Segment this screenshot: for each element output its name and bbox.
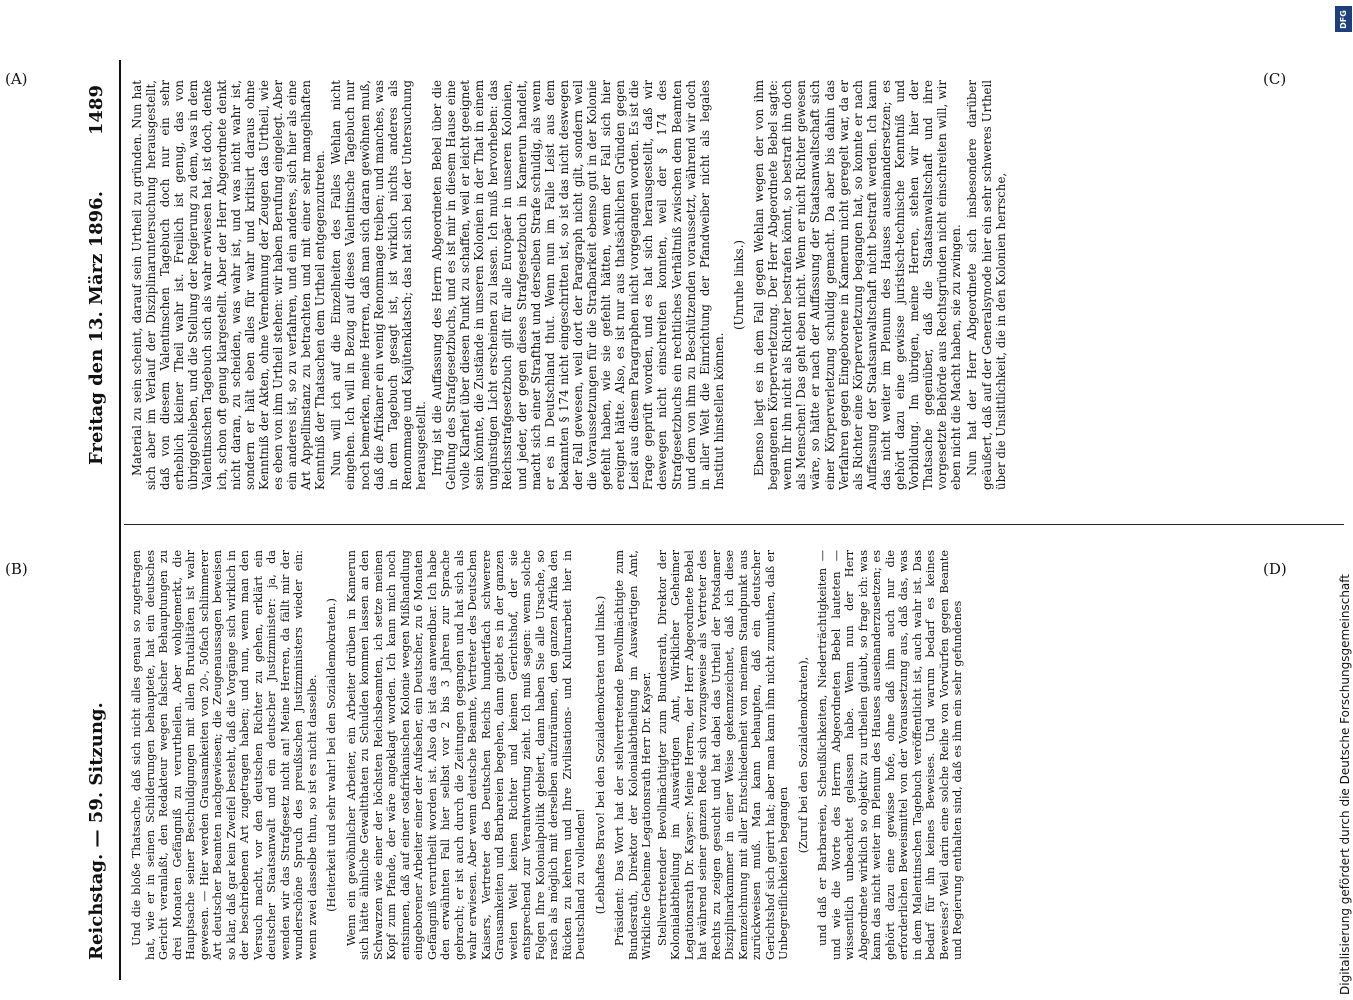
paragraph: Material zu sein scheint, darauf sein Urtheil zu gründen. Nun hat sich aber im Verlauf der Disziplinaruntersuchung herausgestellt, daß von diesem Valentinschen Tagebuch doch nur ein sehr erheblich kleiner Theil wahr ist. Freilich ist genug, das von übriggeblieben, und die Stellung der Regierung zu dem, was in dem Valentinschen Tagebuch sich als wahr erwiesen hat, ist doch, denke ich, schon oft genug klargestellt. Aber der Herr Abgeordnete denkt nicht daran, zu scheiden, was wahr ist, und was nicht wahr ist, sondern er hält eben alles für wahr und kritisirt daraus ohne Kenntniß der Akten, ohne Vernehmung der Zeugen das Urtheil, wie es eben von ihm Urtheil stehen: wir haben Berufung eingelegt. Aber ein anderes ist, so zu verfahren, und ein anderes, sich hier als eine Art Appellinstanz zu betrachten und mit einer sehr mangelhaften Kenntniß der Thatsachen dem Urtheil entgegenzutreten. — [130, 80, 328, 490]
interjection: (Unruhe links.) — [731, 239, 746, 331]
paragraph: Wenn ein gewöhnlicher Arbeiter, ein Arbeiter drüben in Kamerun sich hätte ähnliche Gewaltthaten zu Schulden kommen lassen an den Schwarzen wie einer der höchsten Reichsbeamten, ich setze meinen Kopf zum Pfande, der wäre angeklagt worden. Ich kann mich noch entsinnen, daß auf einer ostafrikanischen Kolonie wegen Mißhandlung eingeborener Arbeiter einer der Aufseher, ein Deutscher, zu 6 Monaten Gefängniß verurtheilt worden ist. Also da ist das anwendbar. Ich habe den erwähnten Fall hier selbst vor 2 bis 3 Jahren zur Sprache gebracht; er ist auch durch die Zeitungen gegangen und hat sich als wahr erwiesen. Aber wenn deutsche Beamte, Vertreter des Deutschen Kaisers, Vertreter des Deutschen Reichs hundertfach schwerere Grausamkeiten und Barbareien begehen, dann giebt es in der ganzen weiten Welt keinen Richter und keinen Gerichtshof, der sie entsprechend zur Verantwortung zieht. Ich muß sagen: wenn solche Folgen Ihre Kolonialpolitik gebiert, dann haben Sie alle Ursache, so rasch als möglich mit derselben aufzuräumen, den ganzen Afrika den Rücken zu kehren und Ihre Zivilisations- und Kulturarbeit hier in Deutschland zu vollenden! — [344, 550, 587, 960]
margin-mark-c: (C) — [1263, 70, 1287, 88]
interjection: (Zuruf bei den Sozialdemokraten), — [796, 656, 810, 854]
header-date: Freitag den 13. März 1896. — [86, 191, 107, 465]
digitization-credit: Digitalisierung gefördert durch die Deutsche Forschungsgemeinschaft — [1338, 573, 1352, 995]
paragraph: und daß er Barbareien, Scheußlichkeiten, Niederträchtigkeiten — und wie die Worte des Herrn Abgeordneten Bebel lauteten — wissentlich unbeachtet gelassen habe. Wenn nun der Herr Abgeordnete wirklich so objektiv zu urtheilen glaubt, so frage ich: was kann das nicht weiter im Plenum des Hauses auseinanderzusetzen; es gehört dazu eine gewisse hofe, ohne daß ihm auch nur die erforderlichen Beweismittel von der Voraussetzung aus, daß das, was in dem Malentinschen Tagebuch veröffentlicht ist, auch wahr ist. Das bedarf für ihn keines Beweises. Und warum bedarf es keines Beweises? Weil darin eine solche Reihe von Vorwürfen gegen Beamte und Regierung enthalten sind, daß es ihm ein sehr gefundenes — [816, 550, 964, 960]
dfg-logo — [1335, 6, 1352, 32]
rotated-newspaper-page — [64, 40, 1353, 1000]
paragraph: Ebenso liegt es in dem Fall gegen Wehlan wegen der von ihm begangenen Körperverletzung. Der Herr Abgeordnete Bebel sagte: wenn Ihr ihn nicht als Richter bestrafen könnt, so bestraft ihn doch als Menschen! Das geht eben nicht. Wenn er nicht Richter gewesen wäre, so hätte er nach der Auffassung der Staatsanwaltschaft sich einer Körperverletzung schuldig gemacht. Da aber bis dahin das Verfahren gegen Eingeborene in Kamerun nicht geregelt war, da er als Richter eine Körperverletzung begangen hat, so konnte er nach Auffassung der Staatsanwaltschaft nicht bestraft werden. Ich kann das nicht weiter im Plenum des Hauses auseinandersetzen; es gehört dazu eine gewisse juristisch-technische Kenntniß und Vorbildung. Im übrigen, meine Herren, stehen wir hier der Thatsache gegenüber, daß die Staatsanwaltschaft und ihre vorgesetzte Behörde aus Rechtsgründen nicht einschreiten will, wir eben nicht die Macht haben, sie zu zwingen. — [752, 80, 964, 490]
paragraph: Nun will ich auf die Einzelheiten des Falles Wehlan nicht eingehen. Ich will in Bezug auf dieses Valentinsche Tagebuch nur noch bemerken, meine Herren, daß man sich daran gewöhnen muß, daß die Afrikaner ein wenig Renommage treiben; und manches, was in dem Tagebuch gesagt ist, ist wirklich nichts anderes als Renommage und Kajütenklatsch; das hat sich bei der Untersuchung herausgestellt. — [329, 80, 428, 490]
page-number: 1489 — [86, 85, 107, 136]
interjection: (Heiterkeit und sehr wahr! bei den Sozialdemokraten.) — [325, 598, 338, 912]
interjection: (Lebhaftes Bravo! bei den Sozialdemokraten und links.) — [593, 595, 607, 915]
paragraph: Irrig ist die Auffassung des Herrn Abgeordneten Bebel über die Geltung des Strafgesetzbuchs, und es ist mir in diesem Hause eine volle Klarheit über diesen Punkt zu schaffen, weil er leicht geeignet sein könnte, die Zustände in unseren Kolonien in der That in einem ungünstigen Licht erscheinen zu lassen. Ich muß hervorheben: das Reichsstrafgesetzbuch gilt für alle Europäer in unseren Kolonien, und jeder, der gegen dieses Strafgesetzbuch in Kamerun handelt, macht sich einer Strafthat und derselben Strafe schuldig, als wenn er es in Deutschland thut. Wenn nun im Falle Leist aus dem bekannten § 174 nicht eingeschritten ist, so ist das nicht deswegen der Fall gewesen, weil dort der Paragraph nicht gilt, sondern weil die Voraussetzungen für die Strafbarkeit ebenso gut in der Kolonie gefehlt haben, wie sie gefehlt hätten, wenn der Fall sich hier ereignet hätte. Also, es ist nur aus thatsächlichen Gründen gegen Leist aus diesem Paragraphen nicht vorgegangen worden. Es ist die Frage geprüft worden, und es hat sich herausgestellt, daß wir deswegen nicht einschreiten konnten, weil der § 174 des Strafgesetzbuchs ein rechtliches Verhältniß zwischen dem Beamten und dem von ihm zu Beschützenden voraussetzt, während wir doch in aller Welt die Einrichtung der Pfandweiber nicht als legales Institut hinstellen können. — [429, 80, 726, 490]
paragraph: Präsident: Das Wort hat der stellvertretende Bevollmächtigte zum Bundesrath, Direktor der Kolonialabtheilung im Auswärtigen Amt, Wirkliche Geheime Legationsrath Herr Dr. Kayser. — [613, 550, 653, 960]
header-rule — [119, 60, 121, 980]
paragraph: Stellvertretender Bevollmächtigter zum Bundesrath, Direktor der Kolonialabtheilung im Auswärtigen Amt, Wirklicher Geheimer Legationsrath Dr. Kayser: Meine Herren, der Herr Abgeordnete Bebel hat während seiner ganzen Rede sich vorzugsweise als Vertreter des Rechts zu zeigen gesucht und hat dabei das Urtheil der Potsdamer Disziplinarkammer in einer Weise gekennzeichnet, daß ich diese Kennzeichnung mit aller Entschiedenheit von meinem Standpunkt aus zurückweisen muß. Man kann behaupten, daß ein deutscher Gerichtshof sich geirrt hat; aber man kann ihm nicht zumuthen, daß er Unbegreiflichkeiten begangen — [655, 550, 790, 960]
margin-mark-b: (B) — [5, 560, 28, 578]
left-column — [130, 550, 967, 960]
header-session: Reichstag. — 59. Sitzung. — [86, 702, 107, 960]
right-column — [130, 80, 1010, 490]
column-divider — [124, 524, 1344, 525]
margin-mark-d: (D) — [1263, 560, 1287, 578]
margin-mark-a: (A) — [5, 70, 28, 88]
paragraph: Nun hat der Herr Abgeordnete sich insbesondere darüber geäußert, daß auf der Generalsynode hier ein sehr schweres Urtheil über die Unsittlichkeit, die in den Kolonien herrsche, — [965, 80, 1008, 490]
dfg-logo-text: DFG — [1339, 9, 1349, 29]
paragraph: Und die bloße Thatsache, daß sich nicht alles genau so zugetragen hat, wie er in seinen Schilderungen behauptete, hat ein deutsches Gericht veranlaßt, den Redakteur wegen falscher Behauptungen zu drei Monaten Gefängniß zu verurtheilen. Aber wohlgemerkt, die Hauptsache seiner Beschuldigungen mit allen Brutalitäten ist wahr gewesen. — Hier werden Grausamkeiten von 20-, 50fach schlimmerer Art deutscher Beamten nachgewiesen; die Zeugenaussagen beweisen so klar, daß gar kein Zweifel besteht, daß die Vorgänge sich wirklich in der beschriebenen Art zugetragen haben; und nun, wenn man den Versuch macht, vor den deutschen Richter zu gehen, erklärt ein deutscher Staatsanwalt und ein deutscher Justizminister: ja, da wenden wir das Strafgesetz nicht an! Meine Herren, da fällt mir der wunderschöne Spruch des preußischen Justizministers wieder ein: wenn zwei dasselbe thun, so ist es nicht dasselbe. — [130, 550, 319, 960]
